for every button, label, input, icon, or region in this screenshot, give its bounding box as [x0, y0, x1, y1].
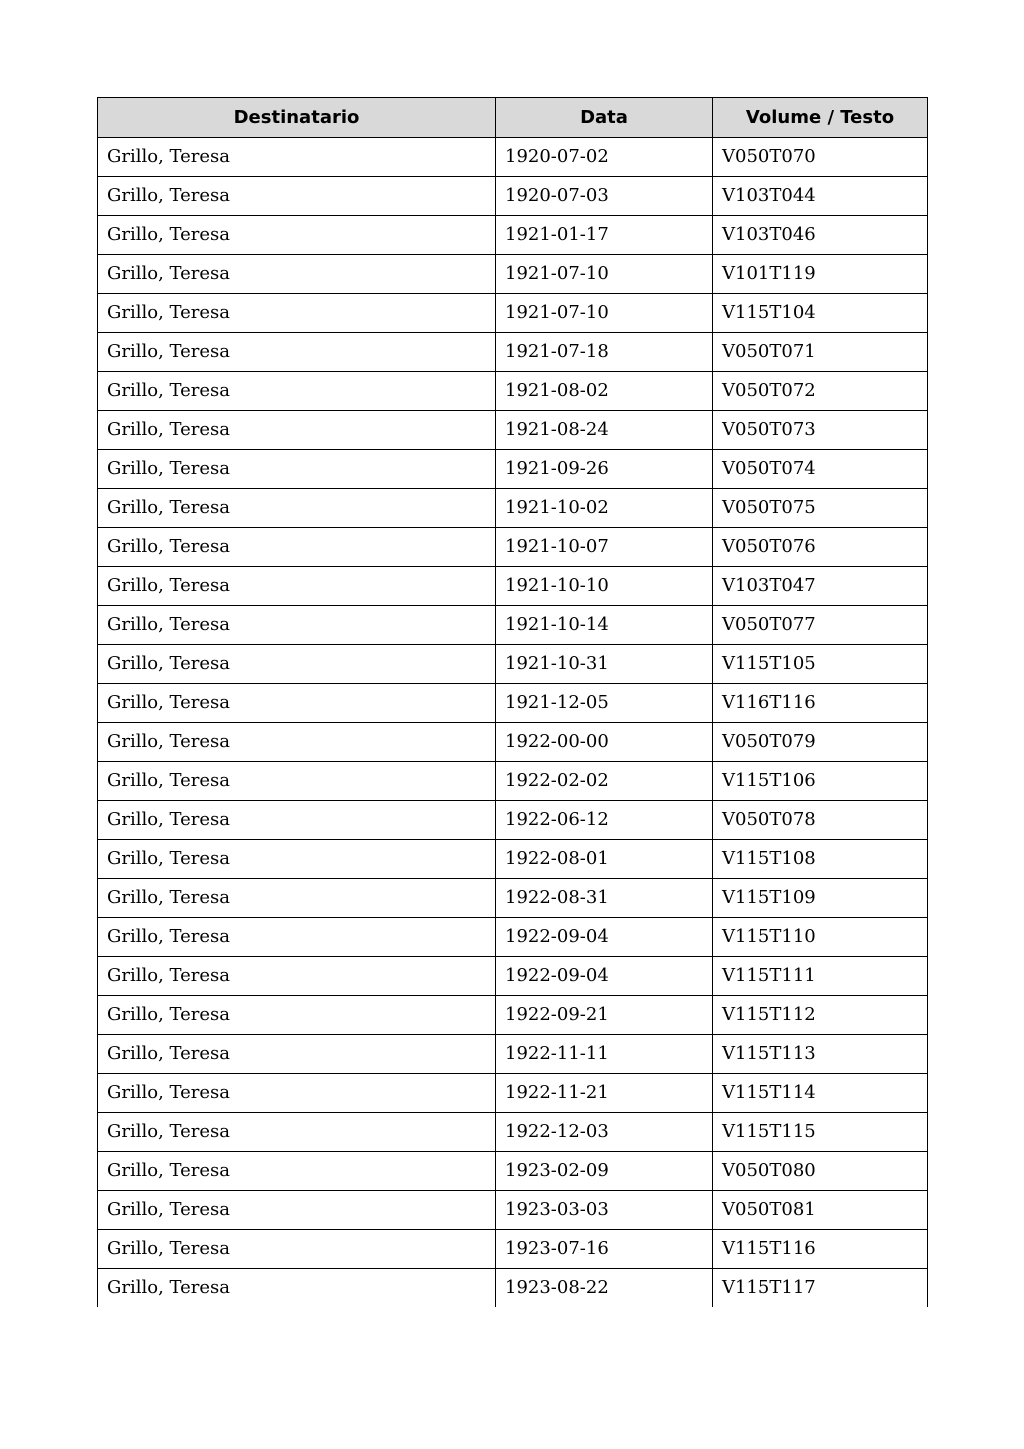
table-row: [98, 996, 928, 1035]
table-row: [98, 255, 928, 294]
cell-date: 1922-06-12: [496, 801, 713, 840]
header-row: [98, 98, 928, 138]
cell-recipient: Grillo, Teresa: [98, 723, 496, 762]
cell-recipient: Grillo, Teresa: [98, 1230, 496, 1269]
cell-volume-text: V115T116: [713, 1230, 928, 1269]
cell-volume-text: V050T077: [713, 606, 928, 645]
cell-recipient: Grillo, Teresa: [98, 138, 496, 177]
cell-volume-text: V050T076: [713, 528, 928, 567]
table-row: [98, 1269, 928, 1308]
cell-volume-text: V115T114: [713, 1074, 928, 1113]
cell-date: 1922-09-04: [496, 918, 713, 957]
cell-recipient: Grillo, Teresa: [98, 294, 496, 333]
cell-date: 1922-00-00: [496, 723, 713, 762]
cell-recipient: Grillo, Teresa: [98, 255, 496, 294]
cell-volume-text: V115T112: [713, 996, 928, 1035]
table-body: [98, 138, 928, 1308]
cell-date: 1923-07-16: [496, 1230, 713, 1269]
cell-volume-text: V050T075: [713, 489, 928, 528]
cell-volume-text: V050T080: [713, 1152, 928, 1191]
cell-date: 1920-07-02: [496, 138, 713, 177]
cell-volume-text: V115T115: [713, 1113, 928, 1152]
cell-recipient: Grillo, Teresa: [98, 1191, 496, 1230]
cell-date: 1921-07-10: [496, 255, 713, 294]
cell-volume-text: V050T073: [713, 411, 928, 450]
table-row: [98, 606, 928, 645]
cell-recipient: Grillo, Teresa: [98, 606, 496, 645]
cell-recipient: Grillo, Teresa: [98, 1152, 496, 1191]
cell-volume-text: V115T117: [713, 1269, 928, 1308]
table-row: [98, 333, 928, 372]
cell-recipient: Grillo, Teresa: [98, 528, 496, 567]
cell-date: 1923-08-22: [496, 1269, 713, 1308]
table-row: [98, 177, 928, 216]
cell-volume-text: V115T113: [713, 1035, 928, 1074]
header-date: Data: [496, 98, 713, 138]
cell-volume-text: V115T104: [713, 294, 928, 333]
cell-recipient: Grillo, Teresa: [98, 840, 496, 879]
table-row: [98, 957, 928, 996]
cell-volume-text: V115T111: [713, 957, 928, 996]
cell-recipient: Grillo, Teresa: [98, 918, 496, 957]
cell-date: 1922-09-04: [496, 957, 713, 996]
table-row: [98, 489, 928, 528]
table-row: [98, 1074, 928, 1113]
letters-table: [97, 97, 928, 1307]
table-row: [98, 1035, 928, 1074]
cell-date: 1921-10-10: [496, 567, 713, 606]
cell-date: 1921-10-31: [496, 645, 713, 684]
table-row: [98, 645, 928, 684]
cell-date: 1923-02-09: [496, 1152, 713, 1191]
cell-date: 1921-10-02: [496, 489, 713, 528]
cell-volume-text: V050T079: [713, 723, 928, 762]
table-row: [98, 1152, 928, 1191]
cell-volume-text: V103T046: [713, 216, 928, 255]
table-row: [98, 528, 928, 567]
table-row: [98, 138, 928, 177]
table-header: [98, 98, 928, 138]
cell-date: 1921-09-26: [496, 450, 713, 489]
cell-date: 1921-08-24: [496, 411, 713, 450]
cell-recipient: Grillo, Teresa: [98, 957, 496, 996]
cell-recipient: Grillo, Teresa: [98, 1035, 496, 1074]
cell-volume-text: V050T072: [713, 372, 928, 411]
cell-recipient: Grillo, Teresa: [98, 996, 496, 1035]
cell-recipient: Grillo, Teresa: [98, 567, 496, 606]
cell-recipient: Grillo, Teresa: [98, 450, 496, 489]
cell-volume-text: V116T116: [713, 684, 928, 723]
cell-recipient: Grillo, Teresa: [98, 684, 496, 723]
cell-volume-text: V115T106: [713, 762, 928, 801]
cell-date: 1921-01-17: [496, 216, 713, 255]
cell-date: 1922-11-11: [496, 1035, 713, 1074]
header-recipient: Destinatario: [98, 98, 496, 138]
cell-volume-text: V050T070: [713, 138, 928, 177]
cell-volume-text: V115T109: [713, 879, 928, 918]
table-row: [98, 1230, 928, 1269]
cell-recipient: Grillo, Teresa: [98, 216, 496, 255]
cell-volume-text: V101T119: [713, 255, 928, 294]
table-row: [98, 879, 928, 918]
cell-volume-text: V115T108: [713, 840, 928, 879]
cell-date: 1921-07-18: [496, 333, 713, 372]
cell-volume-text: V115T110: [713, 918, 928, 957]
table-row: [98, 684, 928, 723]
cell-date: 1921-12-05: [496, 684, 713, 723]
table-row: [98, 294, 928, 333]
cell-date: 1921-10-14: [496, 606, 713, 645]
cell-recipient: Grillo, Teresa: [98, 879, 496, 918]
cell-recipient: Grillo, Teresa: [98, 372, 496, 411]
cell-recipient: Grillo, Teresa: [98, 333, 496, 372]
cell-date: 1922-12-03: [496, 1113, 713, 1152]
cell-volume-text: V115T105: [713, 645, 928, 684]
cell-volume-text: V050T074: [713, 450, 928, 489]
cell-recipient: Grillo, Teresa: [98, 1113, 496, 1152]
cell-volume-text: V103T044: [713, 177, 928, 216]
table-row: [98, 567, 928, 606]
cell-date: 1922-08-01: [496, 840, 713, 879]
cell-recipient: Grillo, Teresa: [98, 177, 496, 216]
table-row: [98, 723, 928, 762]
table-row: [98, 1113, 928, 1152]
cell-date: 1921-08-02: [496, 372, 713, 411]
cell-recipient: Grillo, Teresa: [98, 489, 496, 528]
cell-volume-text: V050T071: [713, 333, 928, 372]
cell-recipient: Grillo, Teresa: [98, 645, 496, 684]
cell-date: 1922-08-31: [496, 879, 713, 918]
table-row: [98, 1191, 928, 1230]
cell-recipient: Grillo, Teresa: [98, 762, 496, 801]
table-row: [98, 411, 928, 450]
cell-volume-text: V103T047: [713, 567, 928, 606]
cell-recipient: Grillo, Teresa: [98, 801, 496, 840]
cell-recipient: Grillo, Teresa: [98, 1269, 496, 1308]
cell-volume-text: V050T081: [713, 1191, 928, 1230]
cell-date: 1920-07-03: [496, 177, 713, 216]
table-row: [98, 918, 928, 957]
cell-date: 1922-09-21: [496, 996, 713, 1035]
table-row: [98, 450, 928, 489]
cell-recipient: Grillo, Teresa: [98, 1074, 496, 1113]
table-row: [98, 372, 928, 411]
table-row: [98, 762, 928, 801]
cell-date: 1922-11-21: [496, 1074, 713, 1113]
cell-date: 1921-07-10: [496, 294, 713, 333]
cell-recipient: Grillo, Teresa: [98, 411, 496, 450]
cell-date: 1923-03-03: [496, 1191, 713, 1230]
table-row: [98, 801, 928, 840]
cell-date: 1922-02-02: [496, 762, 713, 801]
header-volume-text: Volume / Testo: [713, 98, 928, 138]
table-row: [98, 840, 928, 879]
table-row: [98, 216, 928, 255]
cell-volume-text: V050T078: [713, 801, 928, 840]
cell-date: 1921-10-07: [496, 528, 713, 567]
